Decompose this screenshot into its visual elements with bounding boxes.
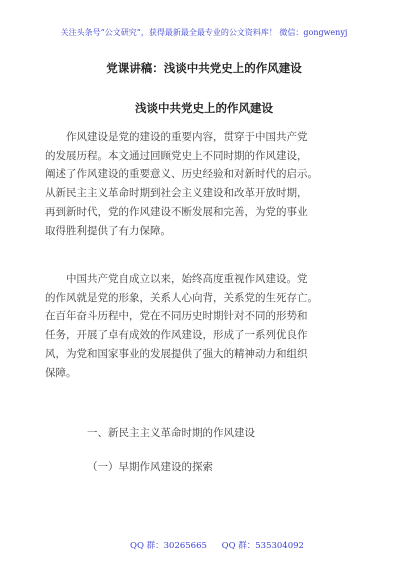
footer-contact (130, 539, 316, 551)
qq-group-1: QQ 群：30265665 (130, 541, 207, 551)
paragraph-line: 再到新时代，党的作风建设不断发展和完善，为党的事业 (45, 205, 308, 218)
paragraph-line: 的作风就是党的形象，关系人心向背，关系党的生死存亡。 (45, 291, 318, 304)
paragraph-line: 在百年奋斗历程中，党在不同历史时期针对不同的形势和 (45, 310, 308, 323)
paragraph-line: 从新民主主义革命时期到社会主义建设和改革开放时期， (45, 187, 308, 200)
qq-group-2: QQ 群：535304092 (221, 541, 304, 551)
body-paragraph-2 (45, 270, 356, 382)
body-paragraph-1 (45, 128, 356, 240)
paragraph-line: 的发展历程。本文通过回顾党史上不同时期的作风建设， (45, 149, 308, 162)
subsection-heading: （一）早期作风建设的探索 (87, 461, 213, 473)
paragraph-line: 任务，开展了卓有成效的作风建设，形成了一系列优良作 (45, 329, 308, 342)
document-title: 党课讲稿：浅谈中共党史上的作风建设 (106, 61, 302, 75)
paragraph-line: 阐述了作风建设的重要意义、历史经验和对新时代的启示。 (45, 168, 318, 181)
document-subtitle: 浅谈中共党史上的作风建设 (135, 101, 273, 115)
paragraph-line: 取得胜利提供了有力保障。 (45, 224, 171, 237)
paragraph-line: 中国共产党自成立以来，始终高度重视作风建设。党 (66, 273, 308, 285)
paragraph-line: 风，为党和国家事业的发展提供了强大的精神动力和组织 (45, 347, 308, 360)
paragraph-line: 保障。 (45, 366, 77, 379)
paragraph-line: 作风建设是党的建设的重要内容，贯穿于中国共产党 (66, 131, 308, 143)
section-heading: 一、新民主主义革命时期的作风建设 (87, 427, 255, 439)
header-banner: 关注头条号“公文研究”，获得最新最全最专业的公文资料库！ 微信：gongwenyj (60, 28, 348, 37)
